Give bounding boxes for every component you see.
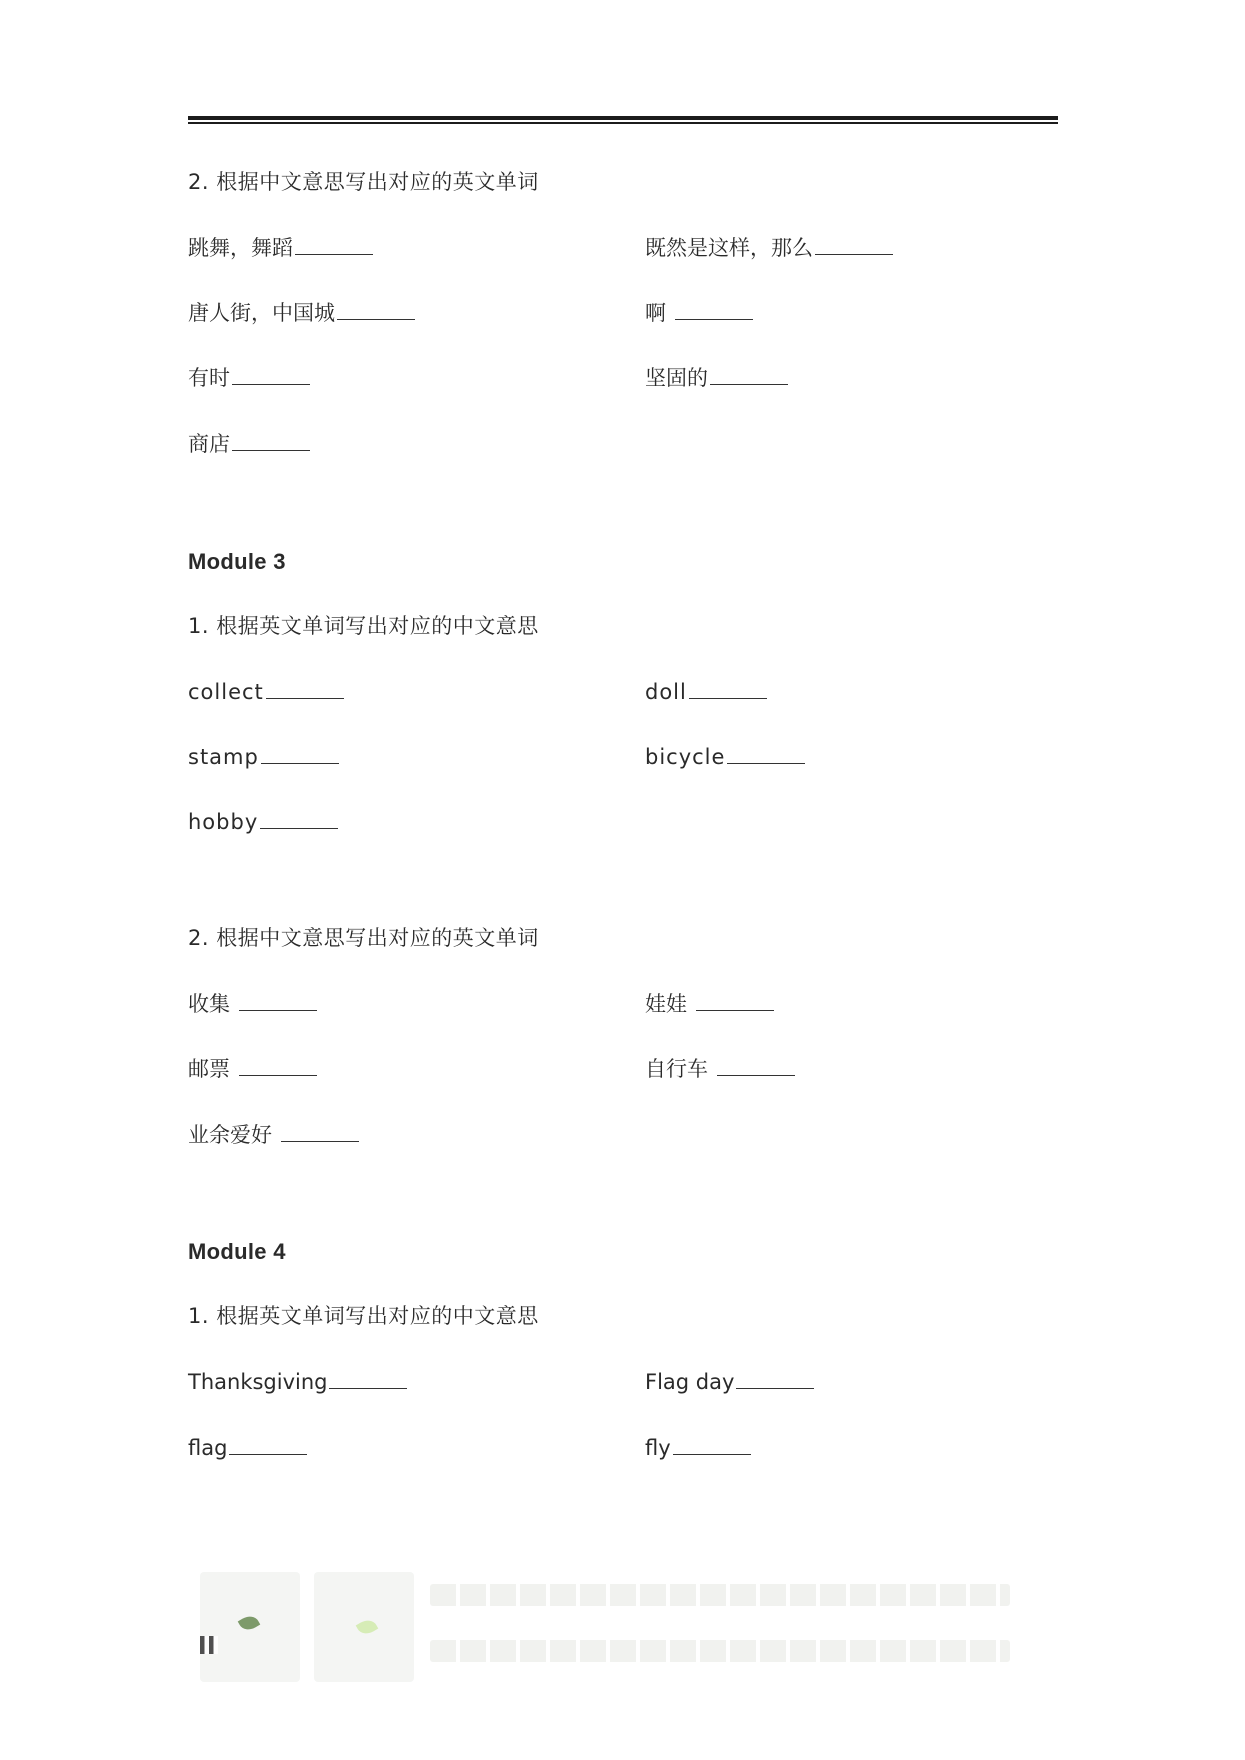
exercise-item: 业余爱好 [188,1121,359,1149]
exercise-item: 啊 [645,299,753,327]
answer-blank[interactable] [696,990,774,1011]
exercise-item: 唐人街，中国城 [188,299,415,327]
answer-blank[interactable] [675,299,753,320]
instruction-m3-part1: 1. 根据英文单词写出对应的中文意思 [188,614,539,638]
instruction-m4-part1: 1. 根据英文单词写出对应的中文意思 [188,1304,539,1328]
answer-blank[interactable] [266,678,344,699]
header-rule [188,116,1058,120]
exercise-item: Flag day [645,1368,814,1396]
exercise-item: Thanksgiving [188,1368,407,1396]
exercise-item: 坚固的 [645,364,788,392]
exercise-item: fly [645,1434,751,1462]
exercise-item: collect [188,678,344,706]
answer-blank[interactable] [736,1368,814,1389]
answer-blank[interactable] [815,234,893,255]
instruction-m2-part2: 2. 根据中文意思写出对应的英文单词 [188,170,539,194]
answer-blank[interactable] [717,1055,795,1076]
answer-blank[interactable] [710,364,788,385]
answer-blank[interactable] [261,743,339,764]
exercise-item: 跳舞，舞蹈 [188,234,373,262]
footer-faint-text [430,1640,1010,1662]
answer-blank[interactable] [229,1434,307,1455]
answer-blank[interactable] [727,743,805,764]
module-heading: Module 4 [188,1239,286,1264]
exercise-item: doll [645,678,767,706]
exercise-item: 娃娃 [645,990,774,1018]
answer-blank[interactable] [295,234,373,255]
answer-blank[interactable] [232,364,310,385]
exercise-item: 自行车 [645,1055,795,1083]
exercise-item: bicycle [645,743,805,771]
module-heading: Module 3 [188,549,286,574]
exercise-item: 邮票 [188,1055,317,1083]
answer-blank[interactable] [260,808,338,829]
answer-blank[interactable] [673,1434,751,1455]
answer-blank[interactable] [239,1055,317,1076]
answer-blank[interactable] [239,990,317,1011]
exercise-item: stamp [188,743,339,771]
exercise-item: 有时 [188,364,310,392]
answer-blank[interactable] [329,1368,407,1389]
footer-faint-text [430,1584,1010,1606]
instruction-m3-part2: 2. 根据中文意思写出对应的英文单词 [188,926,539,950]
answer-blank[interactable] [689,678,767,699]
exercise-item: 既然是这样，那么 [645,234,893,262]
answer-blank[interactable] [337,299,415,320]
exercise-item: hobby [188,808,338,836]
answer-blank[interactable] [232,430,310,451]
exercise-item: flag [188,1434,307,1462]
exercise-item: 收集 [188,990,317,1018]
qr-code-icon [200,1636,218,1654]
header-rule-thin [188,122,1058,124]
answer-blank[interactable] [281,1121,359,1142]
exercise-item: 商店 [188,430,310,458]
